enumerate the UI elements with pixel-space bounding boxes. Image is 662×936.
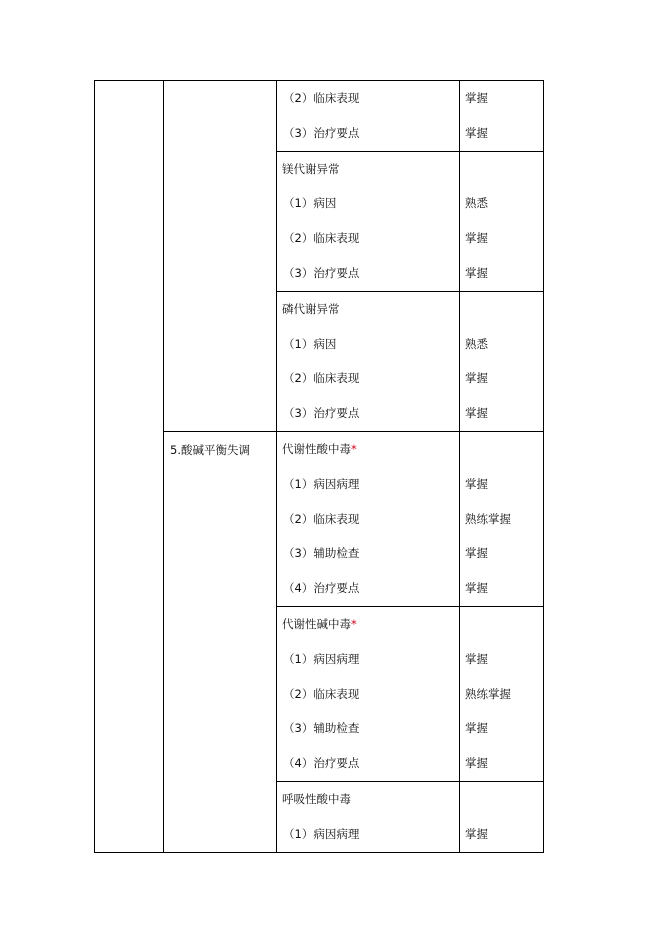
topic-title: 代谢性酸中毒* [282, 441, 357, 456]
section-cell [164, 81, 277, 432]
item-label: （1）病因 [283, 336, 337, 351]
level-cell [460, 327, 544, 362]
item-cell [277, 502, 460, 537]
item-label: （2）临床表现 [283, 686, 360, 701]
topic-cell [277, 431, 460, 466]
item-cell [277, 116, 460, 151]
mastery-level: 熟悉 [465, 196, 488, 211]
mastery-level: 掌握 [465, 721, 488, 736]
level-cell [460, 677, 544, 712]
level-cell [460, 571, 544, 606]
level-cell [460, 291, 544, 326]
item-label: （2）临床表现 [283, 511, 360, 526]
level-cell [460, 746, 544, 781]
item-label: （2）临床表现 [283, 371, 360, 386]
category-cell [95, 81, 164, 853]
table-row [95, 81, 544, 116]
item-label: （1）病因 [283, 196, 337, 211]
item-label: （1）病因病理 [283, 826, 360, 841]
mastery-level: 熟悉 [465, 336, 488, 351]
item-label: （2）临床表现 [283, 91, 360, 105]
level-cell [460, 642, 544, 677]
section-label [164, 81, 276, 91]
item-cell [277, 642, 460, 677]
section-label: 5.酸碱平衡失调 [170, 442, 250, 457]
level-cell [460, 116, 544, 151]
item-cell [277, 677, 460, 712]
mastery-level: 熟练掌握 [465, 686, 511, 701]
item-cell [277, 711, 460, 746]
topic-cell [277, 606, 460, 641]
item-cell [277, 361, 460, 396]
item-cell [277, 396, 460, 431]
item-label: （4）治疗要点 [283, 581, 360, 596]
item-cell [277, 536, 460, 571]
level-cell [460, 467, 544, 502]
level-cell [460, 781, 544, 816]
topic-title: 磷代谢异常 [282, 301, 340, 316]
topic-title: 代谢性碱中毒* [282, 616, 357, 631]
item-cell [277, 467, 460, 502]
level-cell [460, 256, 544, 291]
mastery-level: 掌握 [465, 125, 488, 140]
mastery-level: 掌握 [465, 826, 488, 841]
level-cell [460, 396, 544, 431]
mastery-level: 掌握 [465, 651, 488, 666]
topic-title: 呼吸性酸中毒 [282, 791, 351, 806]
item-cell [277, 186, 460, 221]
item-cell [277, 746, 460, 781]
item-cell [277, 571, 460, 606]
item-cell [277, 817, 460, 852]
mastery-level: 掌握 [465, 476, 488, 491]
item-label: （1）病因病理 [283, 476, 360, 491]
required-star: * [351, 441, 357, 456]
item-label: （3）辅助检查 [283, 546, 360, 561]
level-cell [460, 606, 544, 641]
mastery-level: 掌握 [465, 265, 488, 280]
topic-cell [277, 151, 460, 186]
item-label: （3）治疗要点 [283, 406, 360, 421]
item-label: （2）临床表现 [283, 231, 360, 246]
item-label: （1）病因病理 [283, 651, 360, 666]
mastery-level: 掌握 [465, 91, 488, 105]
topic-cell [277, 781, 460, 816]
item-label: （3）治疗要点 [283, 265, 360, 280]
mastery-level: 掌握 [465, 231, 488, 246]
mastery-level: 掌握 [465, 406, 488, 421]
level-cell [460, 711, 544, 746]
mastery-level: 掌握 [465, 546, 488, 561]
level-cell [460, 186, 544, 221]
mastery-level: 掌握 [465, 756, 488, 771]
item-cell [277, 327, 460, 362]
item-cell [277, 81, 460, 116]
item-cell [277, 221, 460, 256]
item-label: （3）治疗要点 [283, 125, 360, 140]
level-cell [460, 431, 544, 466]
level-cell [460, 361, 544, 396]
mastery-level: 掌握 [465, 371, 488, 386]
level-cell [460, 81, 544, 116]
item-label: （3）辅助检查 [283, 721, 360, 736]
item-cell [277, 256, 460, 291]
mastery-level: 熟练掌握 [465, 511, 511, 526]
level-cell [460, 151, 544, 186]
topic-cell [277, 291, 460, 326]
mastery-level: 掌握 [465, 581, 488, 596]
required-star: * [351, 616, 357, 631]
syllabus-table [94, 80, 544, 853]
item-label: （4）治疗要点 [283, 756, 360, 771]
topic-title: 镁代谢异常 [282, 161, 340, 176]
level-cell [460, 536, 544, 571]
section-cell [164, 431, 277, 852]
level-cell [460, 502, 544, 537]
level-cell [460, 817, 544, 852]
level-cell [460, 221, 544, 256]
